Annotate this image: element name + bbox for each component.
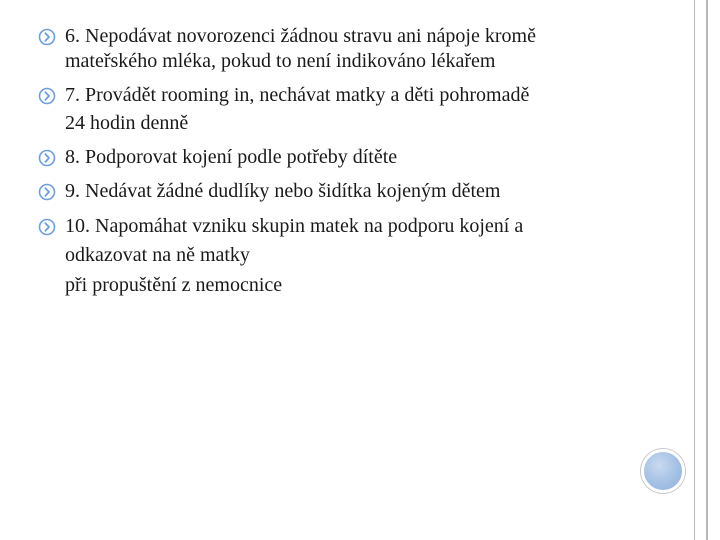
list-item-text-line: 8. Podporovat kojení podle potřeby dítěte: [65, 146, 398, 168]
list-item-text-line: odkazovat na ně matky: [65, 244, 250, 266]
bullet-icon: [38, 149, 56, 167]
list-item-text-line: 6. Nepodávat novorozenci žádnou stravu ani nápoje kromě: [65, 25, 536, 47]
right-border-rule-outer: [694, 0, 695, 540]
list-item-text-line: 9. Nedávat žádné dudlíky nebo šidítka kojeným dětem: [65, 180, 501, 202]
decorative-circle: [641, 449, 685, 493]
list-item-text-line: 10. Napomáhat vzniku skupin matek na podporu kojení a: [65, 215, 524, 237]
list-item-text-line: 24 hodin denně: [65, 112, 189, 134]
list-item-text-line: mateřského mléka, pokud to není indikováno lékařem: [65, 50, 496, 72]
bullet-icon: [38, 87, 56, 105]
bullet-icon: [38, 28, 56, 46]
bullet-icon: [38, 183, 56, 201]
list-item-text-line: při propuštění z nemocnice: [65, 274, 283, 296]
list-item-text-line: 7. Provádět rooming in, nechávat matky a děti pohromadě: [65, 84, 530, 106]
right-border-rule-inner: [706, 0, 708, 540]
bullet-icon: [38, 218, 56, 236]
